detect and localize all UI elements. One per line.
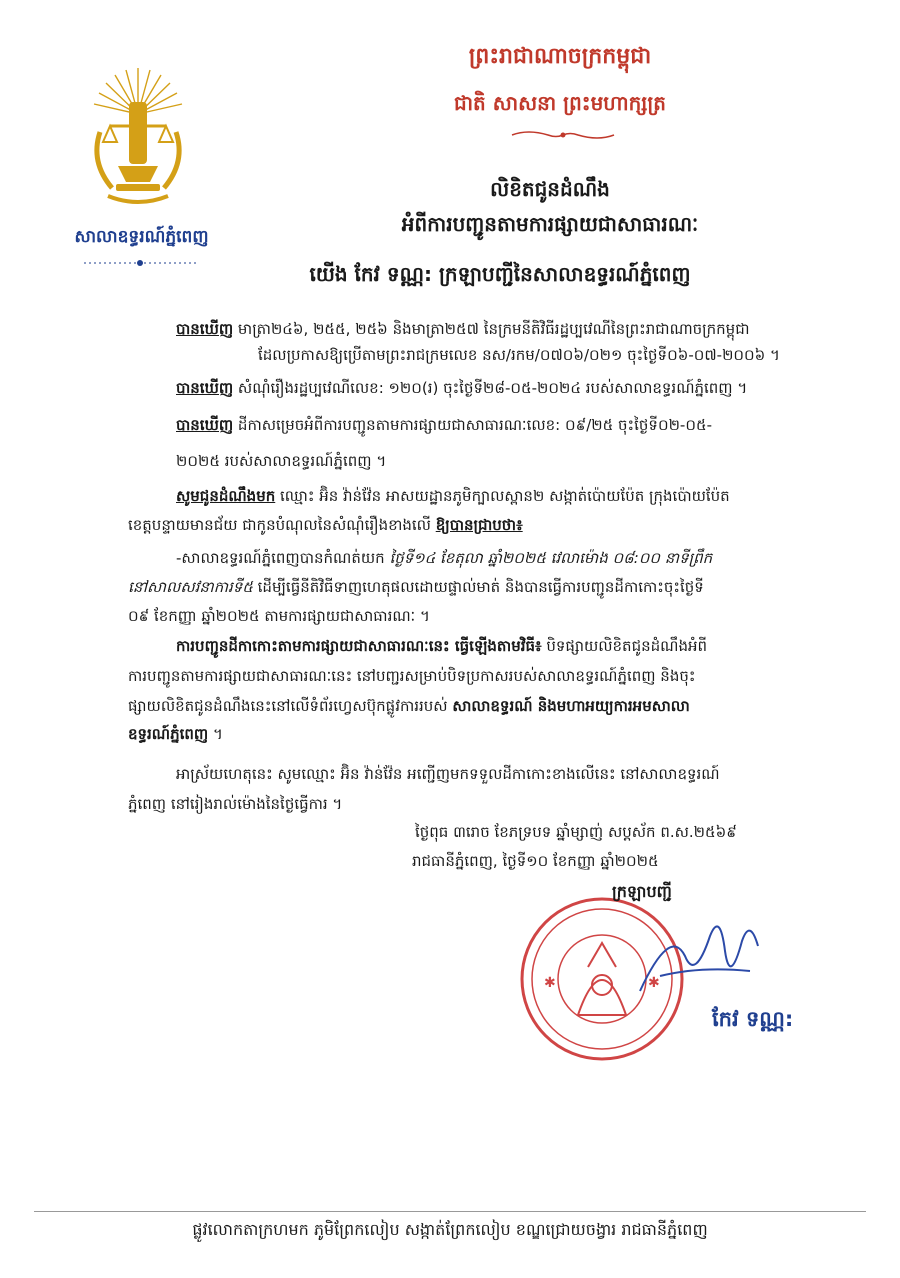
method-line-3: [128, 696, 690, 716]
method-emphasis: ឧទ្ធរណ៍ភ្នំពេញ: [128, 725, 209, 743]
recital-3: [176, 415, 712, 435]
recital-1-cont: ដែលប្រកាសឱ្យប្រើតាមព្រះរាជក្រមលេខ នស/រកម/០៧០៦/០២១ ចុះថ្ងៃទី០៦-០៧-២០០៦ ។: [258, 346, 780, 364]
notice-lead: សូមជូនដំណឹងមក: [176, 487, 276, 505]
method-emphasis: សាលាឧទ្ធរណ៍ និងមហាអយ្យការអមសាលា: [452, 697, 690, 715]
court-name: សាលាឧទ្ធរណ៍ភ្នំពេញ: [74, 227, 209, 247]
svg-text:✱: ✱: [648, 975, 660, 991]
signer-name: កែវ ទណ្ណ:: [712, 1007, 794, 1031]
recital-label: បានឃើញ: [176, 320, 234, 338]
method-line-1: [176, 636, 707, 656]
recital-2: [176, 378, 747, 398]
notice-emphasis: ឱ្យបានជ្រាបថា៖: [435, 516, 523, 534]
notice-text: ឈ្មោះ អ៊ិន វ៉ាន់វ៉ែន អាសយដ្ឋានភូមិក្បាលស្ពាន២ សង្កាត់ប៉ោយប៉ែត ក្រុងប៉ោយប៉ែត: [275, 487, 730, 505]
method-line-4: [128, 724, 223, 744]
recital-text: ដីកាសម្រេចអំពីការបញ្ជូនតាមការផ្សាយជាសាធារណៈលេខ: ០៩/២៥ ចុះថ្ងៃទី០២-០៥-: [237, 416, 712, 434]
item1-line-2: [128, 577, 704, 597]
notice-text: ខេត្តបន្ទាយមានជ័យ ជាកូនបំណុលនៃសំណុំរឿងខាងលើ: [128, 516, 436, 534]
hearing-datetime: ថ្ងៃទី១៤ ខែតុលា ឆ្នាំ២០២៥ វេលាម៉ោង ០៨:០០ នាទីព្រឹក: [389, 549, 713, 567]
footer-divider: [34, 1211, 866, 1212]
place-and-date: រាជធានីភ្នំពេញ, ថ្ងៃទី១០ ខែកញ្ញា ឆ្នាំ២០២៥: [412, 852, 659, 870]
method-text: ផ្សាយលិខិតជូនដំណឹងនេះនៅលើទំព័រហ្វេសប៊ុកផ្លូវការរបស់: [128, 697, 453, 715]
method-heading: ការបញ្ជូនដីកាកោះតាមការផ្សាយជាសាធារណៈនេះ ធ្វើឡើងតាមវិធី៖: [176, 637, 542, 655]
method-text: ។: [208, 725, 223, 743]
recital-text: មាត្រា២៤៦, ២៥៥, ២៥៦ និងមាត្រា២៥៧ នៃក្រមនីតិវិធីរដ្ឋប្បវេណីនៃព្រះរាជាណាចក្រកម្ពុជា: [237, 320, 750, 338]
lunar-date: ថ្ងៃពុធ ៣រោច ខែភទ្របទ ឆ្នាំម្សាញ់ សប្តស័ក ព.ស.២៥៦៩: [415, 823, 737, 841]
issuer-line: យើង កែវ ទណ្ណ: ក្រឡាបញ្ជីនៃសាលាឧទ្ធរណ៍ភ្នំពេញ: [309, 262, 691, 286]
notice-line-1: [176, 486, 730, 506]
kingdom-title: ព្រះរាជាណាចក្រកម្ពុជា: [468, 44, 652, 69]
divider-ornament-icon: [80, 258, 200, 268]
recital-label: បានឃើញ: [176, 379, 234, 397]
svg-text:✱: ✱: [544, 975, 556, 991]
item1-line-1: [176, 548, 712, 568]
court-emblem-icon: [78, 62, 198, 212]
motto-ornament-icon: [508, 128, 618, 142]
closing-line-2: ភ្នំពេញ នៅរៀងរាល់ម៉ោងនៃថ្ងៃធ្វើការ ។: [128, 795, 343, 813]
method-line-2: ការបញ្ជូនតាមការផ្សាយជាសាធារណៈនេះ នៅបញ្ជរសម្រាប់បិទប្រកាសរបស់សាលាឧទ្ធរណ៍ភ្នំពេញ និងចុះ: [128, 667, 696, 685]
recital-text: សំណុំរឿងរដ្ឋប្បវេណីលេខ: ១២០(រ) ចុះថ្ងៃទី២៨-០៥-២០២៤ របស់សាលាឧទ្ធរណ៍ភ្នំពេញ ។: [237, 379, 748, 397]
signer-title: ក្រឡាបញ្ជី: [612, 882, 672, 901]
footer-address: ផ្លូវលោកតាក្រហមក ភូមិព្រែកលៀប សង្កាត់ព្រែកលៀប ខណ្ឌជ្រោយចង្វារ រាជធានីភ្នំពេញ: [192, 1220, 708, 1239]
notice-line-2: [128, 515, 523, 535]
closing-line-1: អាស្រ័យហេតុនេះ សូមឈ្មោះ អ៊ិន វ៉ាន់វ៉ែន អញ្ជើញមកទទួលដីកាកោះខាងលើនេះ នៅសាលាឧទ្ធរណ៍: [176, 765, 720, 783]
hearing-room: នៅសាលសវនាការទី៥: [128, 578, 253, 596]
national-motto: ជាតិ សាសនា ព្រះមហាក្សត្រ: [454, 91, 666, 115]
item1-text: -សាលាឧទ្ធរណ៍ភ្នំពេញបានកំណត់យក: [176, 549, 390, 567]
handwritten-signature-icon: [630, 906, 770, 1006]
document-title: លិខិតជូនដំណឹង: [490, 177, 610, 201]
item1-line-3: ០៩ ខែកញ្ញា ឆ្នាំ២០២៥ តាមការផ្សាយជាសាធារណៈ ។: [128, 607, 430, 625]
item1-text: ដើម្បីធ្វើនីតិវិធីទាញហេតុផលដោយផ្ទាល់មាត់ និងបានធ្វើការបញ្ជូនដីកាកោះចុះថ្ងៃទី: [252, 578, 704, 596]
method-text: បិទផ្សាយលិខិតជូនដំណឹងអំពី: [541, 637, 708, 655]
document-subtitle: អំពីការបញ្ជូនតាមការផ្សាយជាសាធារណៈ: [401, 212, 699, 236]
recital-label: បានឃើញ: [176, 416, 234, 434]
recital-3-cont: ២០២៥ របស់សាលាឧទ្ធរណ៍ភ្នំពេញ ។: [176, 452, 387, 470]
recital-1: [176, 319, 750, 339]
